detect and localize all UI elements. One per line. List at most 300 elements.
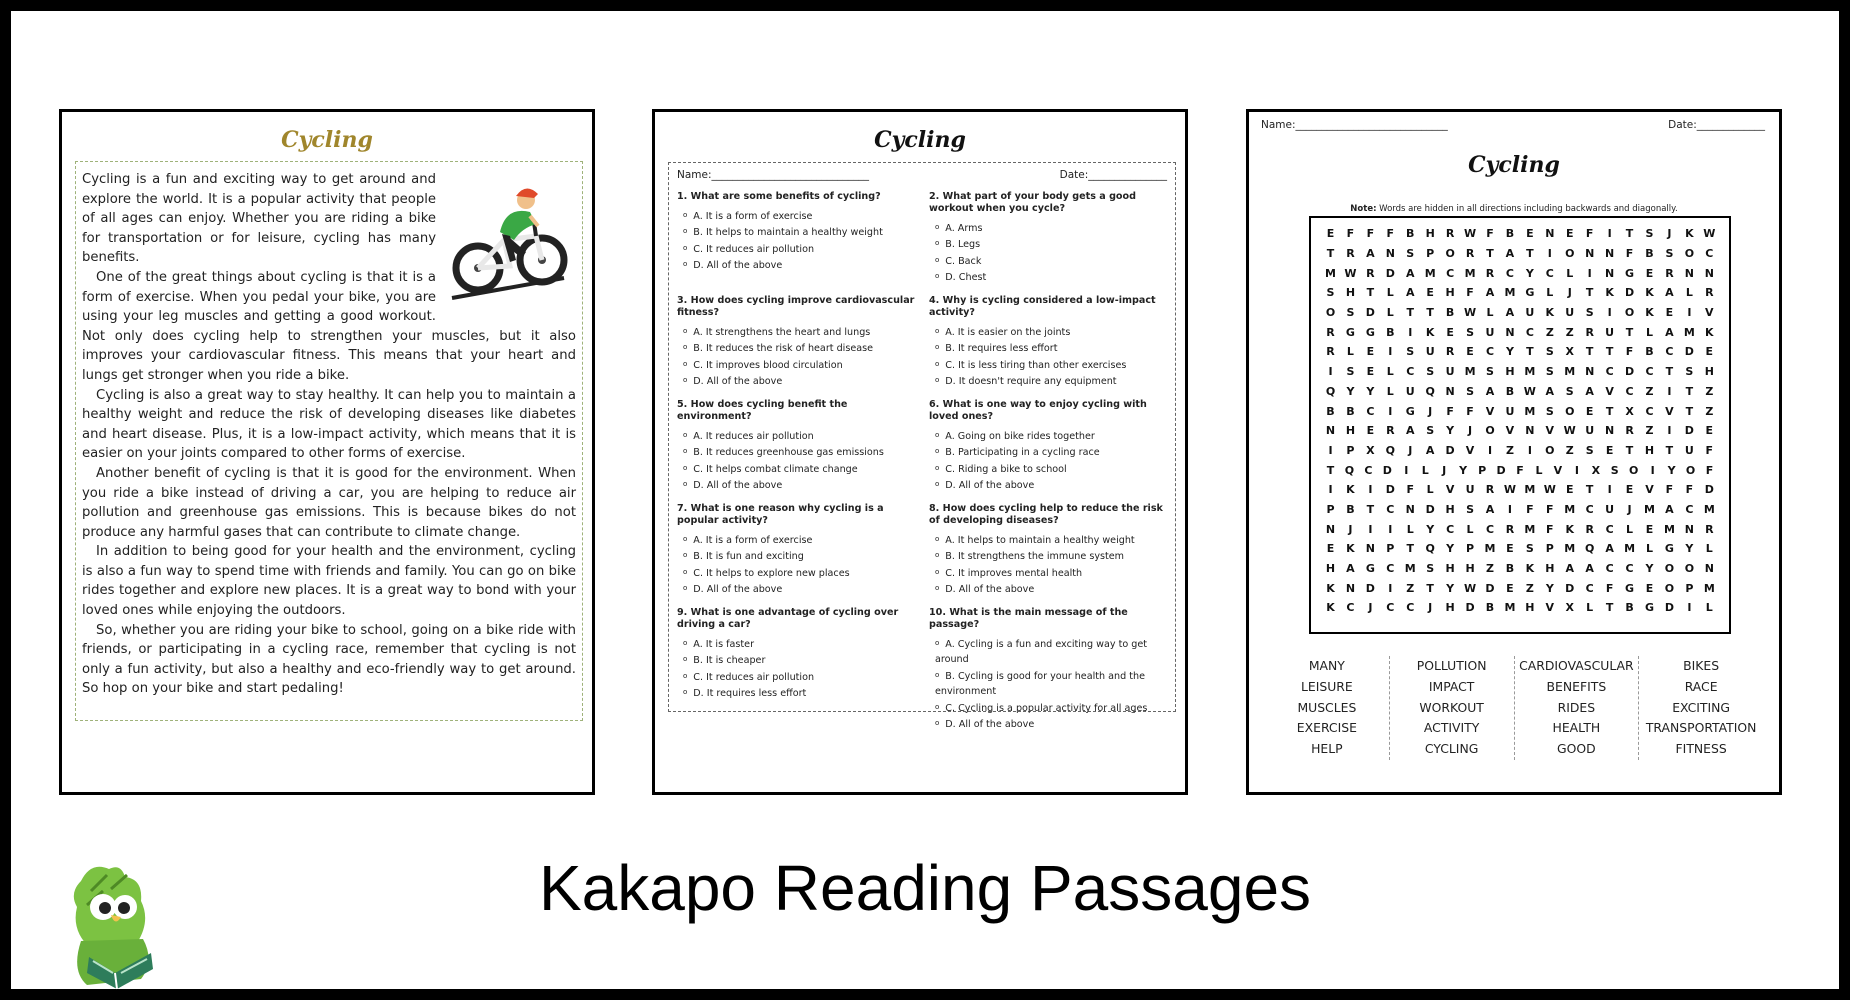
quiz-header	[677, 169, 1167, 181]
grid-letter: A	[1545, 384, 1555, 398]
grid-letter: Z	[1565, 325, 1574, 339]
word-bank-word: HEALTH	[1552, 720, 1601, 736]
grid-row	[1321, 460, 1719, 480]
answer-option: o B. It helps to maintain a healthy weight	[683, 224, 915, 240]
grid-letter: D	[1684, 345, 1694, 359]
grid-letter: N	[1405, 502, 1415, 516]
grid-letter: S	[1426, 365, 1435, 379]
grid-letter: C	[1364, 463, 1373, 477]
grid-row	[1321, 263, 1719, 283]
grid-letter: A	[1346, 562, 1355, 576]
grid-letter: V	[1545, 601, 1555, 615]
grid-letter: N	[1605, 266, 1615, 280]
grid-letter: B	[1326, 404, 1335, 418]
grid-letter: J	[1627, 502, 1632, 516]
passage-paragraph-2: One of the great things about cycling is that it is a form of exercise. When you pedal your bike, you are using your leg muscles and getting a good workout. Not only does cycling help to strengthen your muscles, but it also improves your cardiovascular fitness. This means that your heart and lungs get stronger when you ride a bike.	[82, 269, 576, 383]
quiz-question	[677, 503, 915, 597]
grid-letter: P	[1386, 542, 1395, 556]
grid-letter: V	[1485, 404, 1495, 418]
grid-letter: I	[1527, 443, 1532, 457]
grid-letter: S	[1645, 227, 1654, 241]
grid-letter: M	[1504, 601, 1516, 615]
answer-option: o B. It strengthens the immune system	[935, 548, 1167, 564]
grid-letter: E	[1326, 542, 1335, 556]
grid-letter: C	[1406, 365, 1415, 379]
grid-row	[1321, 322, 1719, 342]
grid-letter: Q	[1385, 443, 1395, 457]
grid-letter: Z	[1645, 424, 1654, 438]
answer-option: o A. It is a form of exercise	[683, 532, 915, 548]
grid-letter: D	[1624, 365, 1635, 379]
grid-letter: I	[1607, 483, 1612, 497]
grid-letter: O	[1685, 463, 1696, 477]
grid-letter: J	[1567, 286, 1572, 300]
grid-letter: N	[1445, 384, 1455, 398]
grid-letter: S	[1585, 306, 1594, 320]
grid-row	[1321, 303, 1719, 323]
grid-letter: E	[1705, 345, 1714, 359]
grid-letter: O	[1624, 306, 1635, 320]
grid-letter: T	[1526, 345, 1534, 359]
grid-letter: Y	[1685, 542, 1694, 556]
grid-letter: M	[1504, 286, 1516, 300]
grid-letter: D	[1485, 581, 1495, 595]
grid-letter: C	[1406, 601, 1415, 615]
grid-letter: Y	[1446, 424, 1455, 438]
grid-letter: A	[1605, 542, 1614, 556]
grid-letter: E	[1705, 424, 1714, 438]
grid-letter: B	[1645, 247, 1654, 261]
quiz-name-field: Name:______________________________	[677, 169, 870, 181]
grid-letter: M	[1683, 325, 1695, 339]
question-text: 1. What are some benefits of cycling?	[677, 191, 881, 202]
grid-letter: I	[1328, 365, 1333, 379]
grid-letter: S	[1466, 325, 1475, 339]
grid-letter: A	[1585, 384, 1594, 398]
grid-letter: S	[1346, 365, 1355, 379]
grid-letter: O	[1565, 247, 1575, 261]
grid-letter: L	[1626, 522, 1634, 536]
word-bank-column	[1389, 656, 1514, 760]
grid-letter: P	[1478, 463, 1487, 477]
grid-letter: Y	[1545, 581, 1554, 595]
grid-letter: Z	[1545, 325, 1554, 339]
grid-letter: C	[1605, 562, 1614, 576]
grid-letter: W	[1463, 581, 1477, 595]
word-bank-column	[1514, 656, 1639, 760]
grid-letter: Z	[1525, 581, 1534, 595]
grid-letter: Y	[1346, 384, 1355, 398]
cyclist-icon	[444, 170, 576, 320]
grid-letter: X	[1625, 404, 1634, 418]
grid-letter: Q	[1425, 542, 1435, 556]
grid-letter: A	[1665, 325, 1674, 339]
grid-letter: D	[1684, 424, 1694, 438]
answer-option: o C. It helps to explore new places	[683, 565, 915, 581]
passage-paragraph-3: Cycling is also a great way to stay healthy. It can help you to maintain a healthy weight and reduce the risk of developing diseases like diabetes and heart disease. Plus, it is a low-impact activity, which means that it is easier on your joints compared to other forms of exercise.	[82, 387, 576, 462]
grid-letter: M	[1404, 562, 1416, 576]
quiz-question	[929, 191, 1167, 285]
grid-letter: T	[1426, 306, 1434, 320]
question-text: 7. What is one reason why cycling is a popular activity?	[677, 503, 884, 526]
grid-letter: Z	[1505, 443, 1514, 457]
grid-letter: E	[1426, 286, 1434, 300]
grid-letter: F	[1625, 345, 1634, 359]
grid-letter: S	[1426, 562, 1435, 576]
grid-letter: E	[1526, 227, 1534, 241]
grid-letter: G	[1365, 562, 1375, 576]
grid-letter: A	[1405, 424, 1415, 438]
grid-letter: T	[1625, 443, 1634, 457]
grid-letter: U	[1684, 443, 1694, 457]
grid-row	[1321, 362, 1719, 382]
grid-letter: E	[1585, 404, 1594, 418]
grid-letter: I	[1368, 483, 1373, 497]
grid-letter: H	[1525, 601, 1535, 615]
answer-option: o A. Going on bike rides together	[935, 428, 1167, 444]
answer-option: o D. All of the above	[935, 477, 1167, 493]
grid-letter: T	[1366, 286, 1375, 300]
grid-letter: D	[1624, 286, 1635, 300]
grid-letter: K	[1645, 286, 1654, 300]
grid-letter: M	[1524, 483, 1536, 497]
grid-letter: T	[1665, 443, 1674, 457]
answer-options	[677, 532, 915, 597]
grid-letter: T	[1625, 325, 1634, 339]
grid-letter: U	[1465, 483, 1475, 497]
grid-letter: R	[1326, 325, 1335, 339]
grid-letter: M	[1644, 502, 1655, 516]
grid-letter: A	[1366, 247, 1375, 261]
grid-letter: R	[1585, 522, 1594, 536]
grid-letter: A	[1405, 286, 1415, 300]
answer-option: o B. It requires less effort	[935, 340, 1167, 356]
grid-letter: G	[1625, 266, 1635, 280]
question-text: 9. What is one advantage of cycling over driving a car?	[677, 607, 899, 630]
grid-letter: K	[1685, 227, 1694, 241]
answer-option: o B. It reduces the risk of heart disease	[683, 340, 915, 356]
grid-letter: R	[1485, 483, 1495, 497]
question-text: 3. How does cycling improve cardiovascular fitness?	[677, 295, 915, 318]
grid-letter: O	[1664, 581, 1675, 595]
grid-letter: L	[1386, 365, 1394, 379]
answer-option: o A. It is easier on the joints	[935, 324, 1167, 340]
wordsearch-title: Cycling	[1468, 152, 1560, 178]
grid-letter: C	[1665, 345, 1674, 359]
grid-letter: C	[1645, 404, 1654, 418]
answer-option: o D. It doesn't require any equipment	[935, 373, 1167, 389]
grid-letter: H	[1644, 443, 1655, 457]
grid-letter: U	[1485, 325, 1495, 339]
grid-letter: M	[1464, 266, 1476, 280]
grid-letter: F	[1386, 227, 1395, 241]
grid-letter: R	[1705, 522, 1714, 536]
grid-letter: S	[1525, 542, 1534, 556]
grid-letter: L	[1421, 463, 1429, 477]
grid-letter: M	[1524, 522, 1536, 536]
answer-options	[929, 324, 1167, 389]
grid-letter: I	[1408, 325, 1413, 339]
word-bank-word: BENEFITS	[1546, 678, 1607, 694]
grid-letter: E	[1645, 522, 1654, 536]
grid-letter: N	[1585, 365, 1595, 379]
grid-row	[1321, 500, 1719, 520]
grid-letter: N	[1704, 562, 1714, 576]
passage-paragraph-6: So, whether you are riding your bike to school, going on a bike ride with friends, or participating in a cycling race, remember that cycling is not only a fun activity, but also a healthy and eco-friendly way to get around. So hop on your bike and start pedaling!	[82, 622, 576, 697]
grid-letter: D	[1365, 581, 1375, 595]
grid-letter: P	[1466, 542, 1475, 556]
quiz-question	[929, 607, 1167, 732]
word-bank-word: POLLUTION	[1416, 658, 1487, 673]
grid-letter: M	[1524, 404, 1536, 418]
answer-options	[677, 428, 915, 493]
grid-letter: U	[1605, 325, 1615, 339]
word-bank-word: MUSCLES	[1297, 699, 1357, 715]
answer-option: o A. It reduces air pollution	[683, 428, 915, 444]
quiz-question	[677, 295, 915, 389]
grid-letter: K	[1605, 286, 1614, 300]
grid-letter: F	[1366, 227, 1375, 241]
grid-row	[1321, 382, 1719, 402]
grid-row	[1321, 598, 1719, 618]
grid-letter: F	[1546, 502, 1554, 516]
grid-letter: A	[1585, 562, 1594, 576]
grid-letter: F	[1665, 483, 1674, 497]
grid-letter: B	[1505, 562, 1515, 576]
grid-letter: N	[1545, 227, 1555, 241]
word-bank-word: HELP	[1311, 741, 1343, 757]
grid-letter: R	[1366, 266, 1375, 280]
grid-letter: C	[1645, 365, 1654, 379]
grid-letter: S	[1406, 247, 1415, 261]
answer-option: o B. Participating in a cycling race	[935, 444, 1167, 460]
grid-letter: F	[1546, 522, 1554, 536]
grid-letter: O	[1485, 424, 1495, 438]
grid-letter: J	[1428, 404, 1433, 418]
grid-letter: W	[1463, 306, 1477, 320]
grid-letter: E	[1605, 443, 1614, 457]
grid-letter: H	[1704, 365, 1714, 379]
grid-letter: X	[1591, 463, 1601, 477]
grid-letter: M	[1564, 542, 1576, 556]
word-bank-word: CARDIOVASCULAR	[1519, 658, 1634, 673]
grid-letter: B	[1505, 227, 1515, 241]
grid-letter: K	[1346, 542, 1355, 556]
grid-letter: D	[1425, 502, 1435, 516]
grid-letter: O	[1684, 562, 1695, 576]
quiz-question	[677, 399, 915, 493]
grid-letter: E	[1565, 483, 1574, 497]
question-text: 5. How does cycling benefit the environment?	[677, 399, 848, 422]
grid-letter: E	[1366, 424, 1375, 438]
grid-letter: C	[1605, 365, 1614, 379]
grid-letter: G	[1345, 325, 1355, 339]
grid-letter: N	[1605, 247, 1615, 261]
answer-options	[929, 636, 1167, 732]
grid-letter: L	[1386, 306, 1394, 320]
grid-letter: I	[1667, 384, 1672, 398]
grid-letter: N	[1365, 542, 1375, 556]
canvas	[11, 11, 1839, 989]
grid-letter: N	[1585, 247, 1595, 261]
grid-letter: K	[1545, 306, 1555, 320]
grid-letter: I	[1404, 463, 1409, 477]
answer-option: o A. It helps to maintain a healthy weight	[935, 532, 1167, 548]
answer-option: o A. Cycling is a fun and exciting way to get around	[935, 636, 1167, 668]
grid-letter: A	[1665, 286, 1674, 300]
grid-letter: U	[1445, 365, 1455, 379]
grid-letter: L	[1346, 345, 1354, 359]
grid-letter: Y	[1426, 522, 1435, 536]
grid-letter: V	[1505, 424, 1515, 438]
grid-letter: B	[1406, 227, 1415, 241]
answer-option: o A. Arms	[935, 220, 1167, 236]
grid-letter: L	[1586, 601, 1594, 615]
grid-letter: B	[1625, 601, 1634, 615]
grid-letter: J	[1368, 601, 1373, 615]
answer-option: o C. It improves mental health	[935, 565, 1167, 581]
wordsearch-name-field: Name:_____________________________	[1261, 119, 1448, 131]
grid-letter: C	[1705, 247, 1714, 261]
grid-letter: Y	[1459, 463, 1468, 477]
grid-letter: B	[1505, 384, 1515, 398]
grid-letter: C	[1525, 325, 1534, 339]
grid-letter: T	[1585, 286, 1594, 300]
grid-letter: U	[1565, 306, 1575, 320]
passage-title: Cycling	[281, 127, 373, 153]
grid-letter: T	[1406, 542, 1414, 556]
grid-letter: S	[1426, 424, 1435, 438]
grid-letter: V	[1605, 384, 1614, 398]
word-bank-word: RACE	[1684, 678, 1718, 694]
word-bank-word: EXCITING	[1672, 699, 1731, 715]
grid-row	[1321, 401, 1719, 421]
grid-letter: F	[1486, 227, 1494, 241]
quiz-question	[677, 607, 915, 732]
question-text: 4. Why is cycling considered a low-impact activity?	[929, 295, 1156, 318]
quiz-question	[929, 503, 1167, 597]
grid-letter: Y	[1366, 384, 1375, 398]
grid-letter: H	[1345, 424, 1356, 438]
grid-letter: O	[1445, 247, 1455, 261]
grid-letter: R	[1445, 227, 1455, 241]
answer-option: o C. It reduces air pollution	[683, 241, 915, 257]
grid-letter: F	[1585, 227, 1594, 241]
grid-letter: T	[1605, 601, 1614, 615]
grid-row	[1321, 342, 1719, 362]
grid-letter: I	[1547, 247, 1552, 261]
grid-letter: M	[1564, 365, 1576, 379]
grid-letter: A	[1665, 502, 1674, 516]
answer-options	[929, 220, 1167, 285]
grid-letter: F	[1406, 483, 1414, 497]
grid-letter: C	[1625, 384, 1634, 398]
grid-letter: Y	[1667, 463, 1676, 477]
question-text: 8. How does cycling help to reduce the risk of developing diseases?	[929, 503, 1163, 526]
word-bank-word: TRANSPORTATION	[1645, 720, 1757, 736]
grid-letter: O	[1684, 247, 1695, 261]
grid-letter: K	[1425, 325, 1435, 339]
word-bank-word: WORKOUT	[1419, 699, 1484, 715]
grid-letter: R	[1505, 522, 1515, 536]
grid-letter: S	[1665, 247, 1674, 261]
grid-letter: T	[1406, 306, 1414, 320]
grid-letter: A	[1505, 247, 1515, 261]
grid-letter: U	[1525, 306, 1535, 320]
grid-letter: F	[1466, 286, 1474, 300]
grid-letter: S	[1406, 345, 1415, 359]
grid-letter: D	[1385, 266, 1395, 280]
quiz-date-field: Date:_______________	[1059, 169, 1167, 181]
grid-letter: H	[1445, 286, 1455, 300]
passage-box	[75, 161, 583, 721]
grid-letter: Y	[1505, 345, 1514, 359]
grid-letter: S	[1545, 365, 1554, 379]
grid-letter: Q	[1325, 384, 1336, 398]
grid-letter: E	[1665, 306, 1674, 320]
grid-letter: R	[1465, 247, 1475, 261]
grid-letter: E	[1506, 581, 1514, 595]
grid-letter: L	[1705, 601, 1713, 615]
grid-letter: W	[1543, 483, 1556, 497]
grid-letter: K	[1645, 306, 1654, 320]
grid-letter: L	[1386, 384, 1394, 398]
grid-letter: S	[1326, 286, 1335, 300]
grid-letter: F	[1605, 581, 1614, 595]
grid-letter: M	[1703, 581, 1715, 595]
grid-letter: W	[1503, 483, 1516, 497]
grid-letter: R	[1346, 247, 1355, 261]
grid-letter: V	[1445, 483, 1455, 497]
grid-letter: P	[1545, 542, 1554, 556]
answer-option: o C. Cycling is a popular activity for all ages	[935, 700, 1167, 716]
answer-option: o C. It is less tiring than other exercises	[935, 357, 1167, 373]
grid-row	[1321, 578, 1719, 598]
grid-letter: H	[1545, 562, 1555, 576]
grid-letter: W	[1344, 266, 1357, 280]
grid-letter: T	[1366, 502, 1375, 516]
grid-letter: J	[1408, 443, 1413, 457]
grid-letter: X	[1565, 601, 1574, 615]
grid-row	[1321, 519, 1719, 539]
grid-letter: D	[1385, 483, 1395, 497]
grid-letter: J	[1428, 601, 1433, 615]
grid-letter: C	[1446, 266, 1455, 280]
grid-letter: J	[1348, 522, 1353, 536]
grid-letter: C	[1585, 581, 1594, 595]
grid-letter: L	[1406, 522, 1414, 536]
grid-letter: B	[1346, 404, 1355, 418]
grid-letter: V	[1545, 424, 1555, 438]
grid-letter: X	[1565, 345, 1574, 359]
grid-letter: U	[1605, 502, 1615, 516]
grid-letter: U	[1425, 345, 1435, 359]
grid-letter: O	[1325, 306, 1336, 320]
grid-letter: D	[1465, 601, 1475, 615]
grid-letter: L	[1386, 286, 1394, 300]
quiz-question	[929, 295, 1167, 389]
grid-letter: S	[1486, 365, 1494, 379]
grid-letter: F	[1685, 483, 1694, 497]
grid-letter: D	[1664, 601, 1674, 615]
grid-letter: G	[1625, 581, 1635, 595]
grid-letter: H	[1425, 227, 1435, 241]
answer-option: o B. Cycling is good for your health and the environment	[935, 668, 1167, 700]
grid-letter: T	[1326, 463, 1335, 477]
grid-letter: H	[1325, 562, 1336, 576]
grid-letter: I	[1607, 306, 1612, 320]
grid-letter: S	[1466, 502, 1475, 516]
